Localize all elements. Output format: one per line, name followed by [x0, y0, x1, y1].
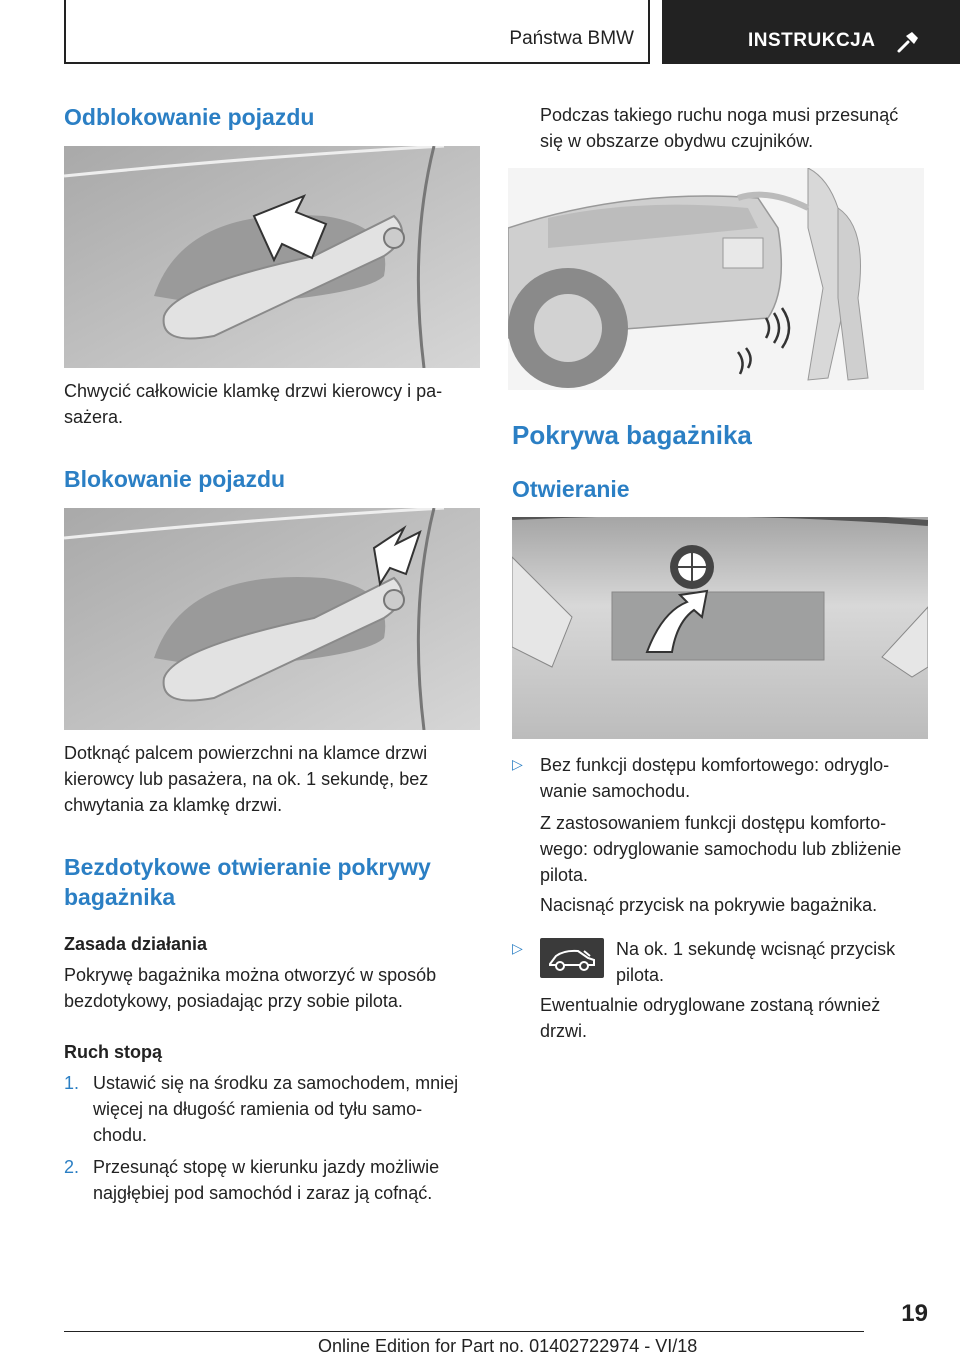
step-1-text	[93, 1070, 458, 1148]
contactless-title-line-2: bagażnika	[64, 884, 176, 910]
bullet-2-line-2: pilota.	[616, 965, 665, 985]
step-2-text	[93, 1154, 439, 1206]
motion-text-line-2: się w obszarze obydwu czujników.	[540, 131, 814, 151]
tool-icon	[896, 30, 920, 54]
lock-text-line-2: kierowcy lub pasażera, na ok. 1 sekundę, bez	[64, 769, 429, 789]
bullet-2-text	[616, 936, 895, 988]
bullet-2-sub-line-2: drzwi.	[540, 1021, 588, 1041]
step-2-number: 2.	[64, 1157, 80, 1177]
foot-title: Ruch stopą	[64, 1042, 163, 1062]
principle-text	[64, 962, 436, 1014]
motion-text-line-1: Podczas takiego ruchu noga musi przesunąć	[540, 105, 899, 125]
step-1-line-3: chodu.	[93, 1125, 148, 1145]
bullet-1-marker: ▷	[512, 756, 523, 772]
bullet-2-sub	[540, 992, 880, 1044]
unlock-text-line-2: sażera.	[64, 407, 124, 427]
unlock-title: Odblokowanie pojazdu	[64, 104, 315, 130]
trunk-title: Pokrywa bagażnika	[512, 420, 752, 450]
contactless-title-line-1: Bezdotykowe otwieranie pokrywy	[64, 854, 431, 880]
bullet-1-sub-2: Nacisnąć przycisk na pokrywie bagażnika.	[540, 895, 878, 915]
lock-text-line-1: Dotknąć palcem powierzchni na klamce drzwi	[64, 743, 428, 763]
step-1-line-2: więcej na długość ramienia od tyłu samo-	[93, 1099, 423, 1119]
footer-divider	[64, 1331, 864, 1332]
bullet-1-sub-1-line-1: Z zastosowaniem funkcji dostępu komforto-	[540, 813, 887, 833]
bullet-1-line-2: wanie samochodu.	[540, 781, 691, 801]
principle-text-line-1: Pokrywę bagażnika można otworzyć w sposób	[64, 965, 437, 985]
principle-text-line-2: bezdotykowy, posiadając przy sobie pilota.	[64, 991, 403, 1011]
bullet-1-sub-1-line-2: wego: odryglowanie samochodu lub zbliżenie	[540, 839, 902, 859]
bullet-2-sub-line-1: Ewentualnie odryglowane zostaną również	[540, 995, 881, 1015]
bullet-1-sub-1-line-3: pilota.	[540, 865, 589, 885]
bullet-1-sub-1	[540, 810, 901, 888]
bullet-2-line-1: Na ok. 1 sekundę wcisnąć przycisk	[616, 939, 896, 959]
lock-text	[64, 740, 428, 818]
unlock-text	[64, 378, 442, 430]
unlock-text-line-1: Chwycić całkowicie klamkę drzwi kierowcy i pa-	[64, 381, 443, 401]
bullet-2-marker: ▷	[512, 940, 523, 956]
motion-text	[540, 102, 898, 154]
trunk-button-figure	[512, 517, 928, 739]
foot-gesture-figure	[508, 168, 924, 390]
lock-title: Blokowanie pojazdu	[64, 466, 286, 492]
header-owner-label: Państwa BMW	[509, 28, 634, 49]
step-1-number: 1.	[64, 1073, 80, 1093]
step-2-line-1: Przesunąć stopę w kierunku jazdy możliwie	[93, 1157, 440, 1177]
contactless-title	[64, 852, 431, 912]
header-manual-label: INSTRUKCJA	[748, 30, 876, 51]
step-1-line-1: Ustawić się na środku za samochodem, mniej	[93, 1073, 459, 1093]
door-handle-grab-figure	[64, 146, 480, 368]
bullet-1-line-1: Bez funkcji dostępu komfortowego: odryglo-	[540, 755, 890, 775]
bullet-1-text	[540, 752, 889, 804]
header-tab-owner[interactable]	[64, 0, 650, 64]
open-title: Otwieranie	[512, 476, 630, 502]
principle-title: Zasada działania	[64, 934, 208, 954]
car-key-icon	[540, 938, 604, 978]
page-number: 19	[901, 1300, 928, 1327]
edition-info: Online Edition for Part no. 01402722974 - VI/18	[318, 1336, 698, 1356]
step-2-line-2: najgłębiej pod samochód i zaraz ją cofnąć.	[93, 1183, 433, 1203]
door-handle-touch-figure	[64, 508, 480, 730]
lock-text-line-3: chwytania za klamkę drzwi.	[64, 795, 283, 815]
